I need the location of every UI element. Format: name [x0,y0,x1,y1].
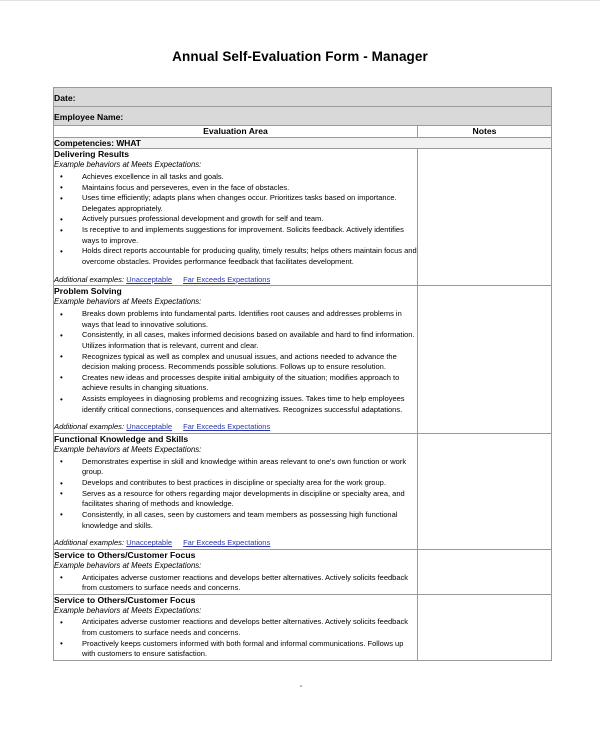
behavior-item: • Holds direct reports accountable for producing quality, timely results; helps others maintain focus and overcome obstacles. Provides performance feedback that facilitates development. [54,246,417,267]
link-unacceptable[interactable]: Unacceptable [126,538,173,548]
link-far-exceeds-expectations[interactable]: Far Exceeds Expectations [183,274,271,284]
behavior-list [54,617,417,660]
notes-cell[interactable] [418,149,552,286]
behavior-list [54,573,417,594]
link-far-exceeds-expectations[interactable]: Far Exceeds Expectations [183,538,271,548]
column-header-row [54,126,552,138]
section-subtitle: Example behaviors at Meets Expectations: [54,561,202,570]
section-title: Service to Others/Customer Focus [54,549,196,560]
behavior-item: • Assists employees in diagnosing problems and recognizing issues. Takes time to help employees identify critical connections, consequences and alternatives. Recognizes successful adaptations. [54,394,417,415]
behavior-item: • Breaks down problems into fundamental parts. Identifies root causes and addresses problems in ways that lead to innovative solutions. [54,309,417,330]
section-row [54,594,552,660]
date-row [54,88,552,107]
employee-name-label: Employee Name: [54,112,124,122]
additional-examples-label: Additional examples: [54,274,125,284]
additional-examples-label: Additional examples: [54,538,125,548]
notes-cell[interactable] [418,434,552,550]
behavior-item: • Consistently, in all cases, seen by customers and team members as possessing high functional knowledge and skills. [54,510,417,531]
behavior-item: • Proactively keeps customers informed with both formal and informal communications. Follows up with customers to ensure satisfaction. [54,639,417,660]
behavior-item: • Consistently, in all cases, makes informed decisions based on available and hard to find information. Utilizes information that is relevant, current and clear. [54,330,417,351]
additional-examples [54,422,417,433]
section-subtitle: Example behaviors at Meets Expectations: [54,297,202,307]
evaluation-form-table [53,87,552,661]
employee-name-cell[interactable] [54,107,552,126]
competencies-row [54,137,552,149]
link-unacceptable[interactable]: Unacceptable [126,422,173,432]
link-far-exceeds-expectations[interactable]: Far Exceeds Expectations [183,422,271,432]
section-subtitle: Example behaviors at Meets Expectations: [54,160,202,170]
behavior-item: • Develops and contributes to best practices in discipline or specialty area for the work group. [54,478,417,489]
behavior-item: • Anticipates adverse customer reactions and develops better alternatives. Actively solicits feedback from customers to surface needs and concerns. [54,617,417,638]
section-title: Problem Solving [54,286,122,297]
section-cell-service-to-others-1 [54,549,418,594]
behavior-item: • Serves as a resource for others regarding major developments in discipline or specialty area, and facilitates sharing of methods and knowledge. [54,489,417,510]
page-title: Annual Self-Evaluation Form - Manager [172,49,428,64]
additional-examples [54,538,417,549]
behavior-list [54,172,417,268]
behavior-item: • Achieves excellence in all tasks and goals. [54,172,417,183]
section-subtitle: Example behaviors at Meets Expectations: [54,445,202,455]
behavior-item: • Maintains focus and perseveres, even in the face of obstacles. [54,183,417,194]
date-cell[interactable] [54,88,552,107]
page-artifact-mark [300,685,302,687]
section-row [54,149,552,286]
section-cell-delivering-results [54,149,418,286]
behavior-item: • Is receptive to and implements suggestions for improvement. Solicits feedback. Actively identifies ways to improve. [54,225,417,246]
section-title: Functional Knowledge and Skills [54,434,189,445]
section-title: Delivering Results [54,149,129,160]
notes-cell[interactable] [418,549,552,594]
notes-cell[interactable] [418,286,552,434]
column-header-evaluation-area: Evaluation Area [54,126,418,138]
column-header-notes: Notes [418,126,552,138]
notes-cell[interactable] [418,594,552,660]
section-row [54,286,552,434]
behavior-list [54,457,417,531]
behavior-item: • Uses time efficiently; adapts plans when changes occur. Prioritizes tasks based on importance. Delegates appropriately. [54,193,417,214]
behavior-list [54,309,417,415]
section-row [54,434,552,550]
section-title: Service to Others/Customer Focus [54,594,196,605]
section-cell-service-to-others-2 [54,594,418,660]
section-row [54,549,552,594]
behavior-item: • Recognizes typical as well as complex and unusual issues, and actions needed to advance the decision making process. Recommends possible solutions. Follows up to ensure resolution. [54,352,417,373]
competencies-label: Competencies: WHAT [54,137,552,149]
section-cell-functional-knowledge [54,434,418,550]
behavior-item: • Anticipates adverse customer reactions and develops better alternatives. Actively solicits feedback from customers to surface needs and concerns. [54,573,417,594]
section-cell-problem-solving [54,286,418,434]
behavior-item: • Demonstrates expertise in skill and knowledge within areas relevant to one's own function or work group. [54,457,417,478]
behavior-item: • Actively pursues professional development and growth for self and team. [54,214,417,225]
behavior-item: • Creates new ideas and processes despite initial ambiguity of the situation; modifies approach to achieve results in changing situations. [54,373,417,394]
additional-examples [54,275,417,286]
employee-name-row [54,107,552,126]
section-subtitle: Example behaviors at Meets Expectations: [54,605,202,615]
link-unacceptable[interactable]: Unacceptable [126,274,173,284]
additional-examples-label: Additional examples: [54,422,125,432]
date-label: Date: [54,93,76,103]
